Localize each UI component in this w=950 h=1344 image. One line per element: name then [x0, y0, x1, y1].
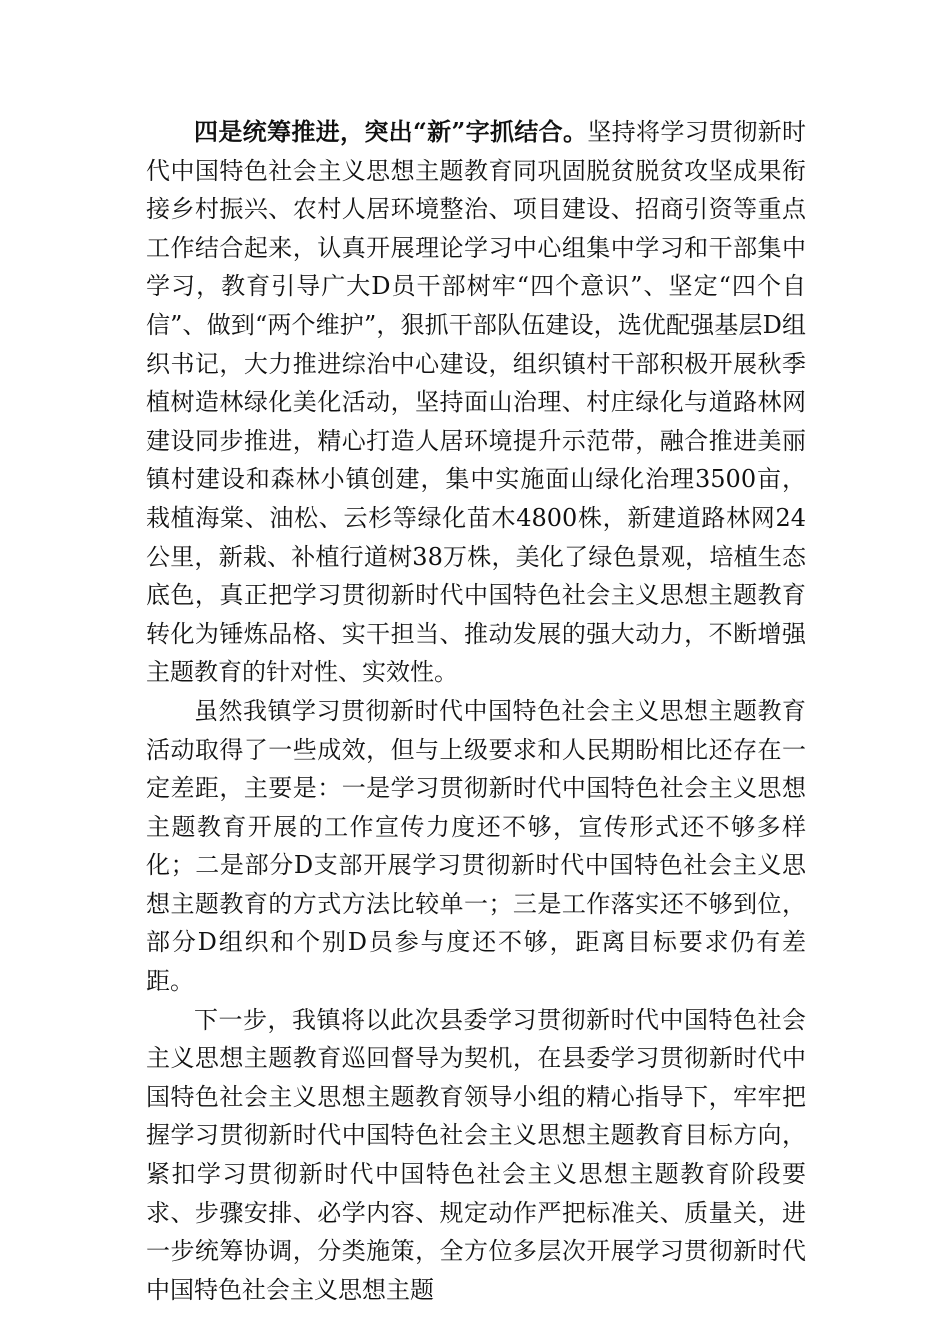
paragraph-2-text: 虽然我镇学习贯彻新时代中国特色社会主义思想主题教育活动取得了一些成效，但与上级要求和人民期盼相比还存在一定差距，主要是：一是学习贯彻新时代中国特色社会主义思想主题教育开展的工作宣传力度还不够，宣传形式还不够多样化；二是部分D支部开展学习贯彻新时代中国特色社会主义思想主题教育的方式方法比较单一；三是工作落实还不够到位，部分D组织和个别D员参与度还不够，距离目标要求仍有差距。 [146, 696, 806, 996]
paragraph-1-lead: 四是统筹推进，突出“新”字抓结合。 [194, 117, 588, 146]
paragraph-3-text: 下一步，我镇将以此次县委学习贯彻新时代中国特色社会主义思想主题教育巡回督导为契机，在县委学习贯彻新时代中国特色社会主义思想主题教育领导小组的精心指导下，牢牢把握学习贯彻新时代中国特色社会主义思想主题教育目标方向，紧扣学习贯彻新时代中国特色社会主义思想主题教育阶段要求、步骤安排、必学内容、规定动作严把标准关、质量关，进一步统筹协调，分类施策，全方位多层次开展学习贯彻新时代中国特色社会主义思想主题 [146, 1005, 806, 1304]
paragraph-2 [146, 692, 806, 1001]
paragraph-1 [146, 113, 806, 692]
document-body [146, 113, 806, 1309]
paragraph-1-text: 坚持将学习贯彻新时代中国特色社会主义思想主题教育同巩固脱贫脱贫攻坚成果衔接乡村振兴、农村人居环境整治、项目建设、招商引资等重点工作结合起来，认真开展理论学习中心组集中学习和干部集中学习，教育引导广大D员干部树牢“四个意识”、坚定“四个自信”、做到“两个维护”，狠抓干部队伍建设，选优配强基层D组织书记，大力推进综治中心建设，组织镇村干部积极开展秋季植树造林绿化美化活动，坚持面山治理、村庄绿化与道路林网建设同步推进，精心打造人居环境提升示范带，融合推进美丽镇村建设和森林小镇创建，集中实施面山绿化治理3500亩，栽植海棠、油松、云杉等绿化苗木4800株，新建道路林网24公里，新栽、补植行道树38万株，美化了绿色景观，培植生态底色，真正把学习贯彻新时代中国特色社会主义思想主题教育转化为锤炼品格、实干担当、推动发展的强大动力，不断增强主题教育的针对性、实效性。 [146, 118, 807, 687]
paragraph-3 [146, 1001, 806, 1310]
